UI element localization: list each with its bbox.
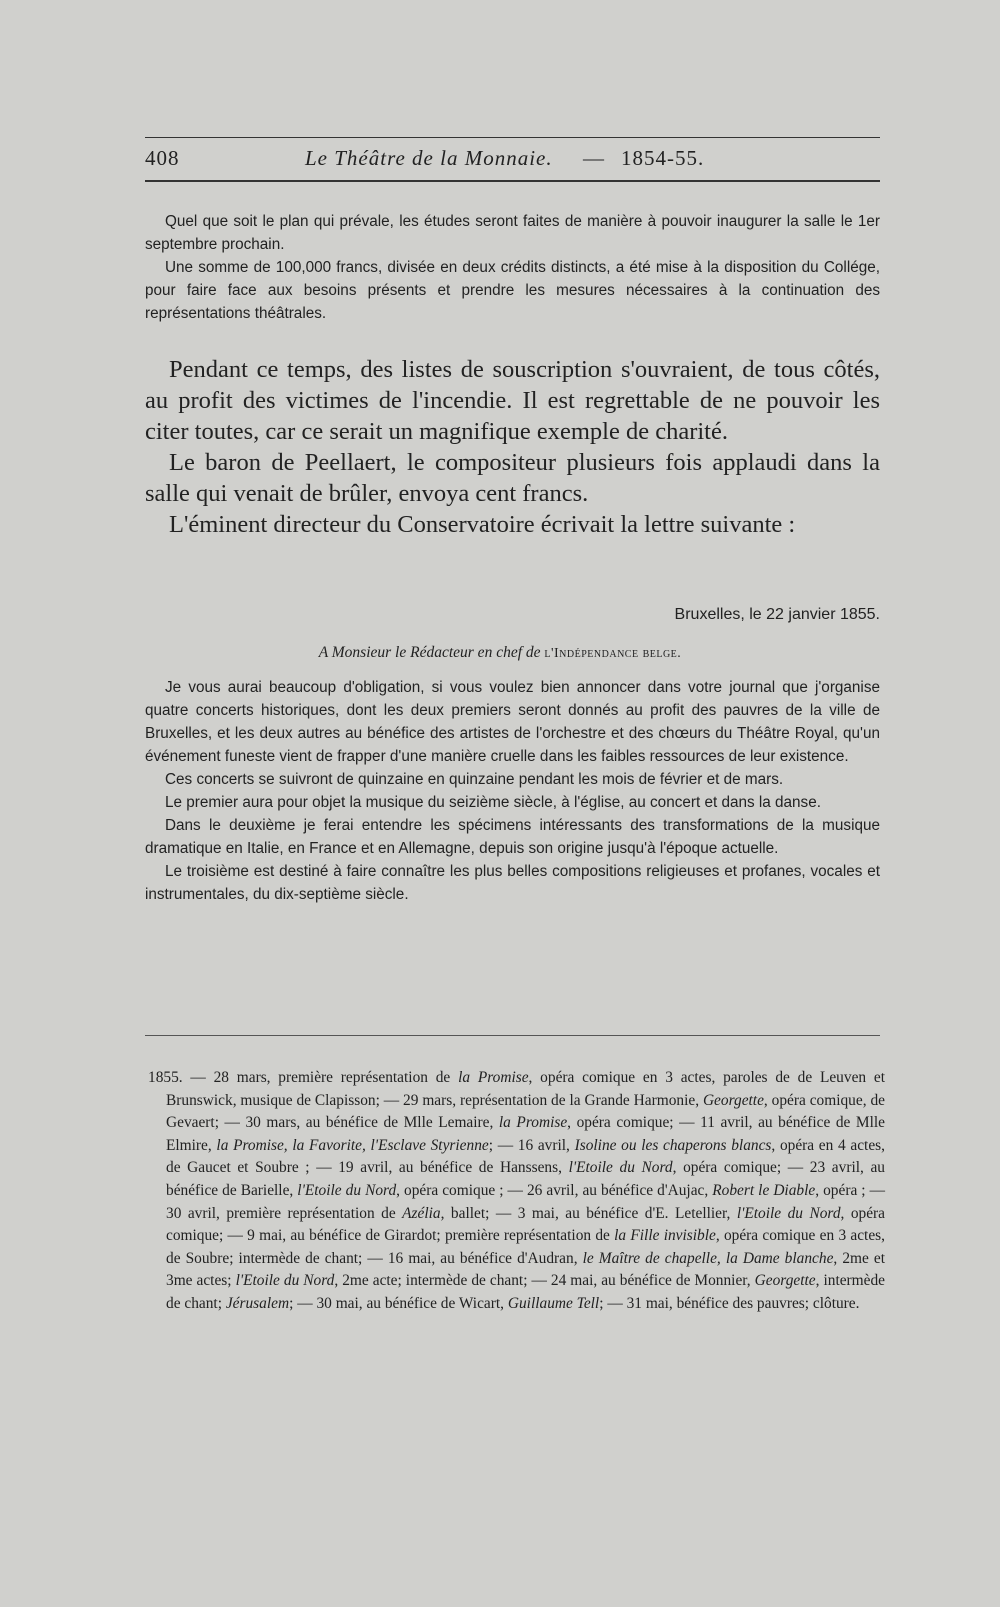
footnote-text: , opéra en 4 actes, de Gaucet et Soubre ; — 19 avril, au bénéfice de Hanssens, <box>166 1136 886 1177</box>
header-bottom-rule <box>145 180 880 182</box>
footnote-text: ; — 31 mai, bénéfice des pauvres; clôture. <box>599 1294 860 1312</box>
paragraph: Je vous aurai beaucoup d'obligation, si vous voulez bien annoncer dans votre journal que j'organise quatre concerts historiques, dont les deux premiers seront donnés au profit des pauvres de la ville de Bruxelles, et les deux autres au bénéfice des artistes de l'orchestre et des chœurs du Théâtre Royal, qu'un événement funeste vient de frapper d'une manière cruelle dans les faibles ressources de leur existence. <box>145 679 880 765</box>
footnote-title: la Fille invisible <box>614 1227 716 1245</box>
letter-addressee <box>0 644 1000 662</box>
paragraph: Pendant ce temps, des listes de souscription s'ouvraient, de tous côtés, au profit des victimes de l'incendie. Il est regrettable de ne pouvoir les citer toutes, car ce serait un magnifique exemple de charité. <box>145 356 880 445</box>
paragraph: Le premier aura pour objet la musique du seizième siècle, à l'église, au concert et dans la danse. <box>165 794 821 811</box>
footnote-title: Georgette <box>754 1272 816 1290</box>
footnote <box>148 1067 885 1316</box>
footnote-text: 1855. — 28 mars, première représentation de <box>148 1069 459 1086</box>
upper-paragraphs <box>145 210 880 325</box>
footnote-text: , intermède de chant; <box>166 1272 886 1312</box>
header-top-rule <box>145 137 880 138</box>
footnote-title: l'Etoile du Nord <box>235 1272 335 1290</box>
footnote-text: ; — 30 mai, au bénéfice de Wicart, <box>289 1294 508 1312</box>
footnote-text: , opéra comique; — 23 avril, au bénéfice de Barielle, <box>166 1159 886 1199</box>
footnote-title: le Maître de chapelle, la Dame blanche <box>582 1249 834 1267</box>
footnote-title: Georgette <box>702 1091 764 1109</box>
main-paragraphs <box>145 354 880 540</box>
paragraph: Dans le deuxième je ferai entendre les spécimens intéressants des transformations de la musique dramatique en Italie, en France et en Allemagne, depuis son origine jusqu'à l'époque actuelle. <box>145 817 880 857</box>
paragraph: Le baron de Peellaert, le compositeur plusieurs fois applaudi dans la salle qui venait de brûler, envoya cent francs. <box>145 449 880 507</box>
footnote-title: Jérusalem <box>225 1294 290 1312</box>
letter-dateline: Bruxelles, le 22 janvier 1855. <box>674 606 880 623</box>
footnote-title: la Promise <box>498 1114 568 1132</box>
footnote-rule <box>145 1035 880 1036</box>
running-header <box>145 146 880 180</box>
paragraph: Quel que soit le plan qui prévale, les études seront faites de manière à pouvoir inaugurer la salle le 1er septembre prochain. <box>145 213 880 253</box>
footnote-text: , opéra ; — 30 avril, première représentation de <box>166 1181 885 1222</box>
paragraph: Une somme de 100,000 francs, divisée en deux crédits distincts, a été mise à la disposition du Collége, pour faire face aux besoins présents et prendre les mesures nécessaires à la continuation des représentations théâtrales. <box>145 259 880 322</box>
footnote-title: Robert le Diable <box>712 1181 816 1199</box>
footnote-text: , opéra comique en 3 actes, de Soubre; intermède de chant; — 16 mai, au bénéfice d'Audran, <box>166 1227 886 1267</box>
footnote-title: l'Etoile du Nord <box>297 1181 397 1199</box>
footnote-text: , 2me et 3me actes; <box>166 1249 885 1290</box>
page-number: 408 <box>145 146 180 170</box>
footnote-title: Isoline ou les chaperons blancs <box>574 1136 772 1154</box>
running-year: 1854-55. <box>621 146 705 170</box>
running-title: Le Théâtre de la Monnaie. <box>305 146 553 170</box>
footnote-text: , opéra comique ; — 26 avril, au bénéfice d'Aujac, <box>396 1181 713 1199</box>
footnote-title: Azélia <box>402 1204 441 1222</box>
footnote-text: , opéra comique; — 11 avril, au bénéfice de Mlle Elmire, <box>166 1114 885 1154</box>
footnote-title: l'Etoile du Nord <box>736 1204 841 1222</box>
addressee-text: A Monsieur le Rédacteur en chef de <box>318 644 541 661</box>
newspaper-name: l'Indépendance belge. <box>544 646 682 661</box>
footnote-text: ; — 16 avril, <box>488 1136 575 1154</box>
paragraph: L'éminent directeur du Conservatoire écrivait la lettre suivante : <box>169 511 796 538</box>
footnote-text: , 2me acte; intermède de chant; — 24 mai, au bénéfice de Monnier, <box>334 1272 755 1290</box>
footnote-text: , opéra comique en 3 actes, paroles de de Leuven et Brunswick, musique de Clapisson; — 29 mars, représentation de la Grande Harmonie, <box>166 1069 885 1109</box>
footnote-text: , ballet; — 3 mai, au bénéfice d'E. Letellier, <box>440 1204 737 1222</box>
footnote-title: la Promise, la Favorite, l'Esclave Styrienne <box>216 1136 489 1154</box>
letter-body <box>145 676 880 906</box>
footnote-title: Guillaume Tell <box>507 1294 600 1312</box>
header-dash: — <box>583 146 604 170</box>
paragraph: Ces concerts se suivront de quinzaine en quinzaine pendant les mois de février et de mars. <box>165 771 784 788</box>
footnote-text: , opéra comique, de Gevaert; — 30 mars, au bénéfice de Mlle Lemaire, <box>166 1091 885 1132</box>
footnote-text: , opéra comique; — 9 mai, au bénéfice de Girardot; première représentation de <box>166 1204 886 1245</box>
footnote-title: la Promise <box>458 1069 529 1086</box>
footnote-title: l'Etoile du Nord <box>568 1159 673 1177</box>
paragraph: Le troisième est destiné à faire connaître les plus belles compositions religieuses et profanes, vocales et instrumentales, du dix-septième siècle. <box>145 863 880 903</box>
